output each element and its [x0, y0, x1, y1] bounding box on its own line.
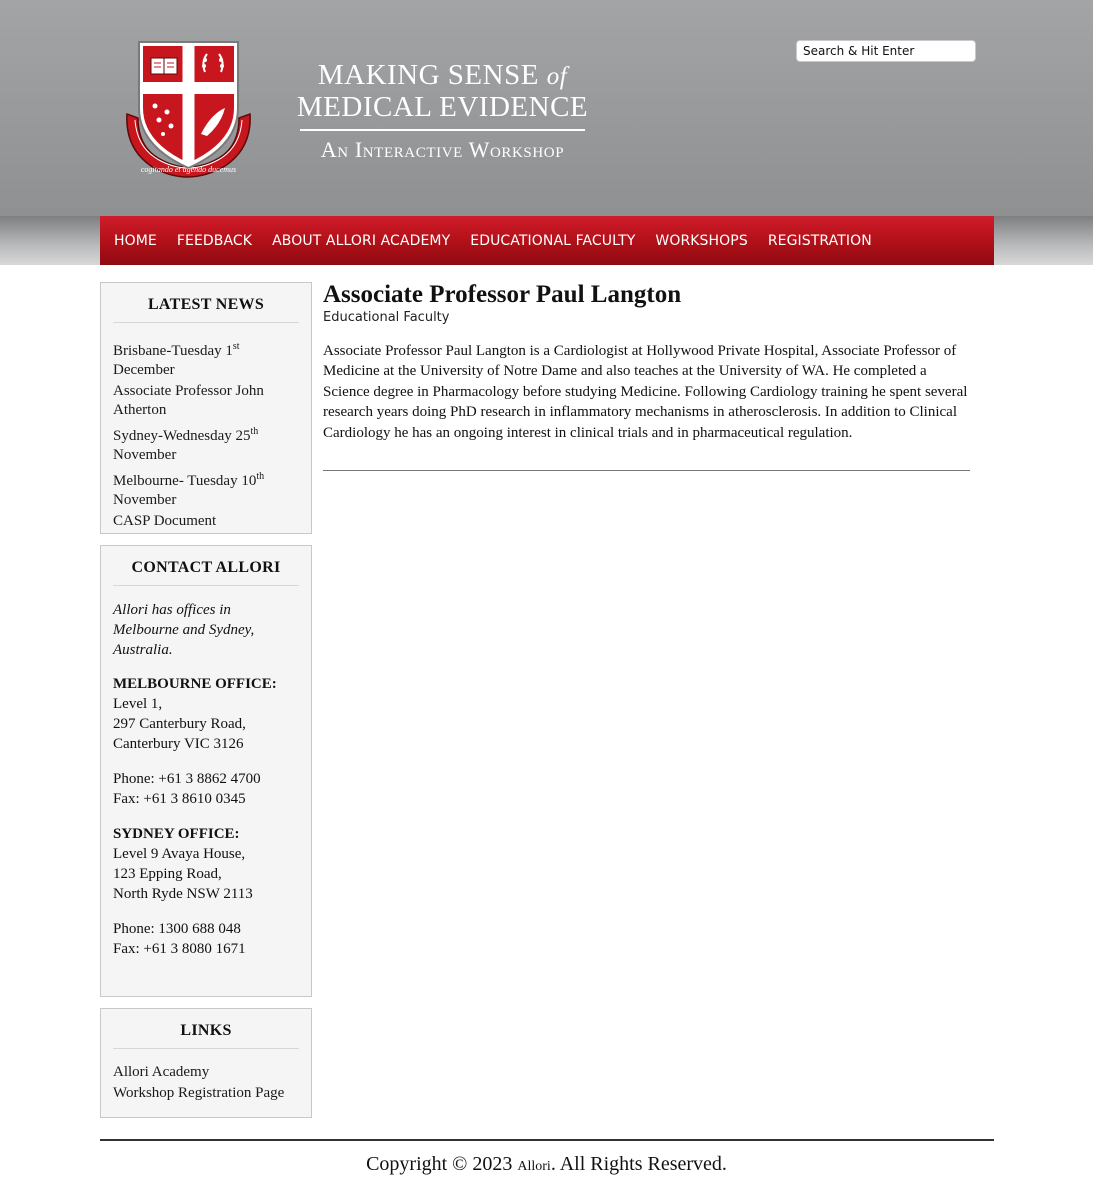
sydney-office-title: SYDNEY OFFICE: [113, 826, 240, 842]
melbourne-address-line: 297 Canterbury Road, [113, 716, 246, 732]
melbourne-address-line: Level 1, [113, 696, 163, 712]
main-nav [100, 216, 994, 265]
link-workshop-registration[interactable]: Workshop Registration Page [113, 1085, 285, 1101]
nav-about-allori-academy[interactable]: ABOUT ALLORI ACADEMY [272, 232, 451, 249]
nav-feedback[interactable]: FEEDBACK [176, 232, 253, 249]
faculty-bio: Associate Professor Paul Langton is a Cardiologist at Hollywood Private Hospital, Associate Professor of Medicine at the University of Notre Dame and also teaches at the University of WA. He completed a Science degree in Pharmacology before studying Medicine. Following Cardiology training he spent several research years doing PhD research in inflammatory mechanisms in atherosclerosis. In addition to Clinical Cardiology he has an ongoing interest in clinical trials and in pharmaceutical regulation. [323, 343, 968, 441]
title-line1: MAKING SENSE [317, 59, 539, 91]
content-divider [323, 470, 970, 471]
sydney-address-line: North Ryde NSW 2113 [113, 886, 253, 902]
page-category[interactable]: Educational Faculty [323, 310, 450, 325]
contact-intro: Allori has offices in Melbourne and Sydney, Australia. [113, 602, 255, 658]
link-allori-academy[interactable]: Allori Academy [113, 1064, 210, 1080]
crest-motto: cogitando et agendo ducemus [140, 165, 237, 174]
contact-box [100, 545, 312, 997]
copyright-suffix: . All Rights Reserved. [550, 1153, 727, 1175]
site-header [0, 0, 1093, 216]
nav-educational-faculty[interactable]: EDUCATIONAL FACULTY [470, 232, 636, 249]
contact-title: CONTACT ALLORI [113, 556, 299, 586]
footer-brand-link[interactable]: Allori [517, 1159, 551, 1174]
title-line2: MEDICAL EVIDENCE [296, 91, 589, 123]
footer-divider [100, 1139, 994, 1141]
nav-home[interactable]: HOME [114, 232, 157, 249]
site-title[interactable] [290, 60, 595, 163]
main-content [323, 280, 971, 471]
copyright-prefix: Copyright © 2023 [366, 1153, 513, 1175]
nav-workshops[interactable]: WORKSHOPS [655, 232, 748, 249]
sydney-fax: Fax: +61 3 8080 1671 [113, 941, 246, 957]
melbourne-phone: Phone: +61 3 8862 4700 [113, 771, 261, 787]
sydney-address-line: Level 9 Avaya House, [113, 846, 246, 862]
sydney-phone: Phone: 1300 688 048 [113, 921, 241, 937]
news-item[interactable]: Associate Professor John Atherton [113, 383, 264, 418]
news-item[interactable]: CASP Document [113, 513, 217, 529]
news-item[interactable]: Sydney-Wednesday 25th November [113, 426, 259, 463]
news-item[interactable]: Melbourne- Tuesday 10th November [113, 471, 265, 508]
links-box [100, 1008, 312, 1118]
links-title: LINKS [113, 1019, 299, 1049]
news-item[interactable]: Brisbane-Tuesday 1st December [113, 341, 240, 378]
latest-news-title: LATEST NEWS [113, 293, 299, 323]
melbourne-fax: Fax: +61 3 8610 0345 [113, 791, 246, 807]
title-of: of [546, 63, 568, 90]
page-title: Associate Professor Paul Langton [323, 281, 682, 308]
nav-registration[interactable]: REGISTRATION [767, 232, 872, 249]
search-input[interactable] [796, 40, 976, 62]
title-subtitle: An Interactive Workshop [320, 137, 565, 162]
title-divider [300, 129, 585, 131]
melbourne-office-title: MELBOURNE OFFICE: [113, 676, 277, 692]
latest-news-box [100, 282, 312, 534]
sydney-address-line: 123 Epping Road, [113, 866, 222, 882]
footer [0, 1153, 1093, 1176]
crest-logo[interactable] [121, 38, 256, 184]
melbourne-address-line: Canterbury VIC 3126 [113, 736, 244, 752]
